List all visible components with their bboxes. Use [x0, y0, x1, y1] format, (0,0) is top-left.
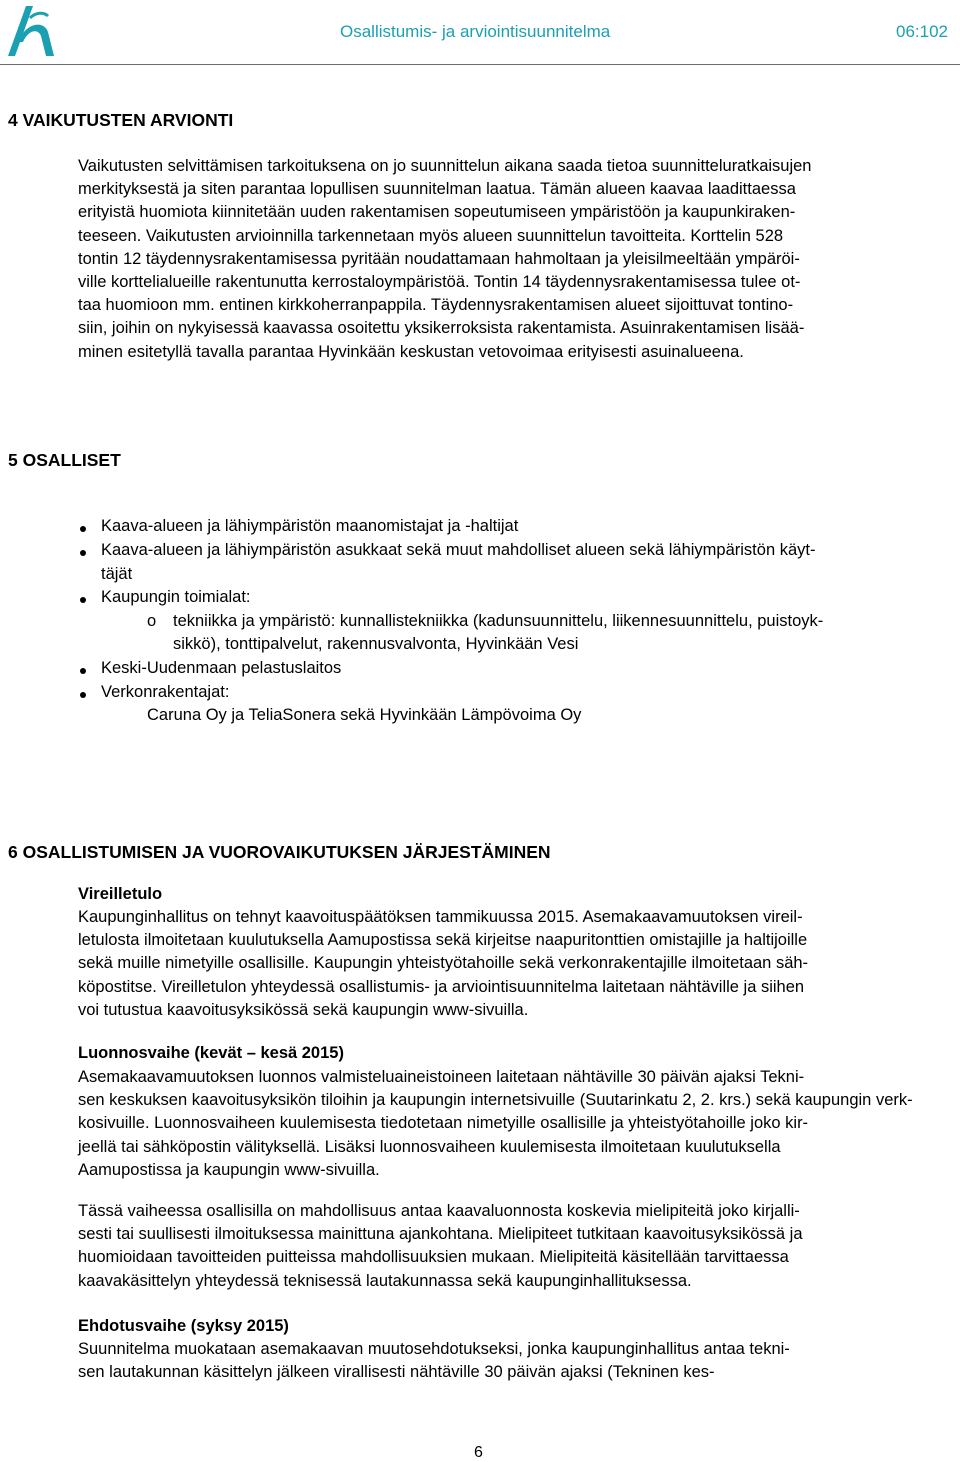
paragraph-line: voi tutustua kaavoitusyksikössä sekä kaupungin www-sivuilla. — [78, 1000, 529, 1019]
paragraph-line: kaavakäsittelyn yhteydessä teknisessä lautakunnassa sekä kaupunginhallituksessa. — [78, 1271, 692, 1290]
list-item: Keski-Uudenmaan pelastuslaitos — [101, 659, 342, 677]
city-logo-icon — [4, 2, 64, 58]
list-item: Verkonrakentajat: — [101, 683, 230, 701]
bullet-icon — [80, 526, 86, 532]
paragraph-line: siin, joihin on nykyisessä kaavassa osoitettu yksikerroksista rakentamista. Asuinrakentamisen lisää- — [78, 319, 805, 338]
paragraph-line: erityistä huomiota kiinnitetään uuden rakentamisen sopeutumiseen ympäristöön ja kaupunkiraken- — [78, 203, 796, 222]
section-5-heading: 5 OSALLISET — [8, 450, 121, 470]
list-item-detail: Caruna Oy ja TeliaSonera sekä Hyvinkään Lämpövoima Oy — [147, 706, 582, 724]
paragraph-line: Aamupostissa ja kaupungin www-sivuilla. — [78, 1160, 380, 1179]
ehdotusvaihe-heading: Ehdotusvaihe (syksy 2015) — [78, 1317, 289, 1335]
bullet-icon — [80, 668, 86, 674]
paragraph-line: Vaikutusten selvittämisen tarkoituksena on jo suunnittelun aikana saada tietoa suunnitteluratkaisujen — [78, 157, 812, 175]
luonnosvaihe-heading: Luonnosvaihe (kevät – kesä 2015) — [78, 1044, 344, 1062]
paragraph-line: ville korttelialueille rakentunutta kerrostaloympäristöä. Tontin 14 täydennysrakentamisessa tulee ot- — [78, 273, 801, 292]
paragraph-line: merkityksestä ja siten parantaa lopullisen suunnitelman laatua. Tämän alueen kaavaa laadittaessa — [78, 180, 796, 199]
header-divider — [0, 64, 960, 65]
bullet-icon — [80, 692, 86, 698]
paragraph-line: teeseen. Vaikutusten arvioinnilla tarkennetaan myös alueen suunnittelun tavoitteita. Korttelin 528 — [78, 226, 784, 245]
page-number: 6 — [474, 1444, 483, 1461]
vireilletulo-heading: Vireilletulo — [78, 885, 163, 903]
sub-bullet-marker: o — [147, 612, 157, 630]
vireilletulo-body — [78, 906, 948, 1022]
list-item: Kaava-alueen ja lähiympäristön maanomistajat ja -haltijat — [101, 517, 519, 535]
paragraph-line: Suunnitelma muokataan asemakaavan muutosehdotukseksi, jonka kaupunginhallitus antaa tekni- — [78, 1340, 790, 1358]
list-item: Kaava-alueen ja lähiympäristön asukkaat sekä muut mahdolliset alueen sekä lähiympäristön käyt- — [101, 541, 816, 559]
section-6-heading: 6 OSALLISTUMISEN JA VUOROVAIKUTUKSEN JÄRJESTÄMINEN — [8, 842, 551, 862]
document-title: Osallistumis- ja arviointisuunnitelma — [340, 22, 611, 41]
luonnosvaihe-body-2 — [78, 1200, 948, 1293]
luonnosvaihe-body — [78, 1066, 948, 1182]
bullet-icon — [80, 597, 86, 603]
paragraph-line: sen keskuksen kaavoitusyksikön tiloihin ja kaupungin internetsivuille (Suutarinkatu 2, 2. krs.) sekä kaupungin verk- — [78, 1091, 913, 1110]
ehdotusvaihe-body — [78, 1338, 948, 1384]
paragraph-line: köpostitse. Vireilletulon yhteydessä osallistumis- ja arviointisuunnitelma laitetaan nähtäville ja siihen — [78, 977, 805, 996]
paragraph-line: taa huomioon mm. entinen kirkkoherranpappila. Täydennysrakentamisen alueet sijoittuvat tontino- — [78, 296, 794, 315]
paragraph-line: minen esitetyllä tavalla parantaa Hyvinkään keskustan vetovoimaa erityisesti asuinalueena. — [78, 342, 744, 361]
document-number: 06:102 — [896, 22, 948, 41]
paragraph-line: sesti tai suullisesti ilmoituksessa mainittuna ajankohtana. Mielipiteet tutkitaan kaavoitusyksikössä ja — [78, 1225, 803, 1244]
paragraph-line: Kaupunginhallitus on tehnyt kaavoituspäätöksen tammikuussa 2015. Asemakaavamuutoksen vireil- — [78, 908, 803, 926]
paragraph-line: sekä muille nimetyille osallisille. Kaupungin yhteistyötahoille sekä verkonrakentajille ilmoitetaan säh- — [78, 954, 809, 973]
section-4-body — [78, 155, 948, 364]
paragraph-line: Asemakaavamuutoksen luonnos valmisteluaineistoineen laitetaan nähtäville 30 päivän ajaksi Tekni- — [78, 1068, 805, 1086]
section-4-heading: 4 VAIKUTUSTEN ARVIONTI — [8, 110, 234, 130]
bullet-icon — [80, 550, 86, 556]
sub-list-item: tekniikka ja ympäristö: kunnallistekniikka (kadunsuunnittelu, liikennesuunnittelu, puistoyk- — [173, 612, 824, 630]
sub-list-item-continuation: sikkö), tonttipalvelut, rakennusvalvonta, Hyvinkään Vesi — [173, 635, 579, 653]
paragraph-line: jeellä tai sähköpostin välityksellä. Lisäksi luonnosvaiheen kuulemisesta ilmoitetaan kuulutuksella — [78, 1137, 781, 1156]
paragraph-line: huomioidaan tavoitteiden puitteissa mahdollisuuksien mukaan. Mielipiteitä käsitellään tarvittaessa — [78, 1248, 789, 1267]
paragraph-line: letulosta ilmoitetaan kuulutuksella Aamupostissa sekä kirjeitse naapuritonttien omistajille ja haltijoille — [78, 931, 808, 950]
paragraph-line: sen lautakunnan käsittelyn jälkeen virallisesti nähtäville 30 päivän ajaksi (Tekninen kes- — [78, 1363, 715, 1382]
paragraph-line: tontin 12 täydennysrakentamisessa pyritään noudattamaan hahmoltaan ja yleisilmeeltään ympäröi- — [78, 249, 800, 268]
list-item: Kaupungin toimialat: — [101, 588, 251, 606]
list-item-continuation: täjät — [101, 565, 133, 583]
paragraph-line: kosivuille. Luonnosvaiheen kuulemisesta tiedotetaan nimetyille osallisille ja yhteistyötahoille joko kir- — [78, 1114, 809, 1133]
paragraph-line: Tässä vaiheessa osallisilla on mahdollisuus antaa kaavaluonnosta koskevia mielipiteitä joko kirjalli- — [78, 1202, 800, 1220]
